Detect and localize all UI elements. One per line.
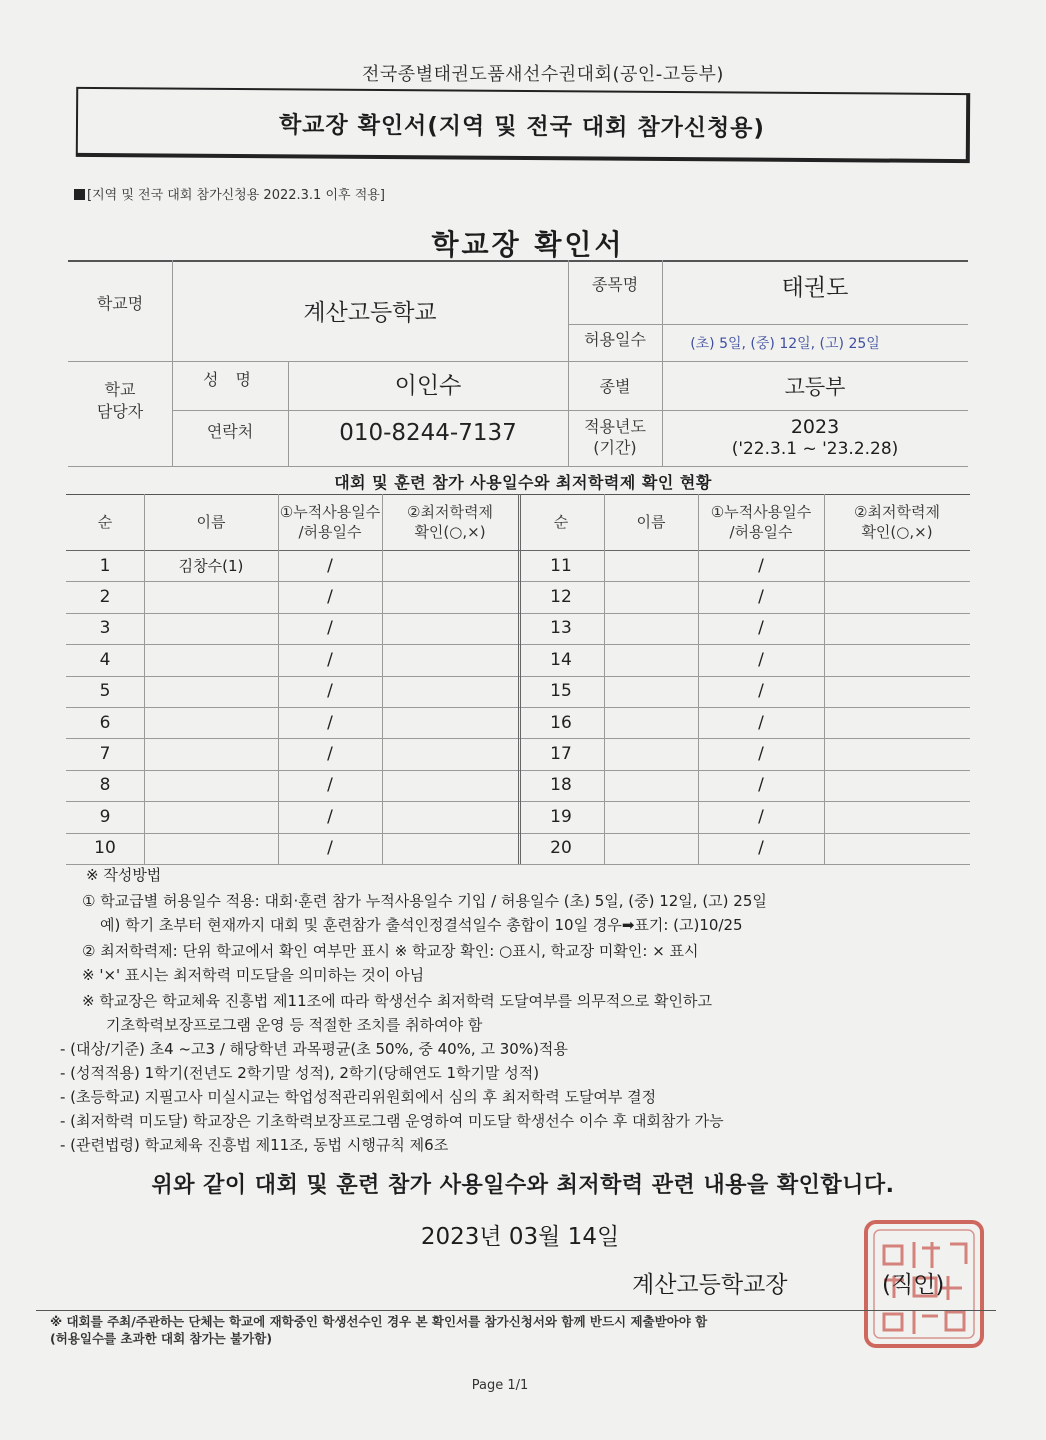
table-cell-name	[604, 676, 698, 707]
division-value: 고등부	[784, 374, 846, 399]
header-no: 순	[553, 512, 569, 531]
instruction-line: - (관련법령) 학교체육 진흥법 제11조, 동법 시행규칙 제6조	[60, 1136, 449, 1154]
allowed-days-value: (초) 5일, (중) 12일, (고) 25일	[690, 335, 880, 352]
principal-title: 계산고등학교장	[632, 1272, 788, 1298]
name-value: 이인수	[394, 373, 462, 399]
table-cell-days: /	[327, 618, 333, 639]
table-cell-no: 6	[99, 712, 111, 733]
header-check: ②최저학력제 확인(○,×)	[854, 502, 940, 541]
table-cell-no: 18	[550, 775, 572, 796]
footer-divider	[36, 1310, 996, 1311]
table-cell-check	[824, 833, 970, 864]
applicability-note	[74, 184, 385, 203]
table-cell-name	[604, 707, 698, 738]
division-label: 종별	[599, 377, 631, 396]
info-table	[68, 260, 968, 468]
table-cell-check	[824, 770, 970, 801]
table-cell-days: /	[758, 587, 764, 608]
applicability-note-text: [지역 및 전국 대회 참가신청용 2022.3.1 이후 적용]	[87, 188, 385, 203]
table-cell-check	[382, 550, 518, 581]
instruction-line: ※ 작성방법	[86, 866, 162, 884]
seal-label: (직인)	[882, 1272, 945, 1298]
header-days: ①누적사용일수 /허용일수	[279, 502, 381, 541]
document-title: 학교장 확인서	[431, 228, 625, 261]
table-cell-check	[382, 707, 518, 738]
table-cell-check	[382, 613, 518, 644]
year-label: 적용년도 (기간)	[584, 417, 646, 457]
table-cell-days: /	[758, 838, 764, 859]
header-check: ②최저학력제 확인(○,×)	[407, 502, 493, 541]
table-cell-name	[604, 801, 698, 832]
table-cell-check	[824, 550, 970, 581]
table-cell-days: /	[327, 775, 333, 796]
table-cell-days: /	[327, 838, 333, 859]
table-cell-check	[824, 738, 970, 769]
table-cell-days: /	[758, 712, 764, 733]
footer-line-2: (허용일수를 초과한 대회 참가는 불가함)	[50, 1330, 273, 1346]
school-label: 학교명	[96, 293, 144, 313]
school-value: 계산고등학교	[303, 300, 437, 326]
confirmation-statement: 위와 같이 대회 및 훈련 참가 사용일수와 최저학력 관련 내용을 확인합니다.	[151, 1173, 895, 1198]
table-cell-days: /	[758, 744, 764, 765]
table-cell-check	[824, 644, 970, 675]
participant-table	[66, 494, 970, 864]
competition-title: 전국종별태권도품새선수권대회(공인-고등부)	[362, 64, 724, 85]
header-days: ①누적사용일수 /허용일수	[710, 502, 812, 541]
table-cell-check	[382, 676, 518, 707]
instruction-line: - (성적적용) 1학기(전년도 2학기말 성적), 2학기(당해연도 1학기말 성적)	[60, 1064, 540, 1082]
table-cell-name	[144, 644, 278, 675]
table-cell-days: /	[758, 806, 764, 827]
manager-label: 학교 담당자	[96, 380, 144, 421]
table-cell-no: 8	[99, 775, 111, 796]
table-cell-check	[382, 801, 518, 832]
table-cell-days: /	[758, 775, 764, 796]
table-cell-name	[144, 738, 278, 769]
table-cell-check	[824, 676, 970, 707]
table-cell-name	[144, 770, 278, 801]
table-cell-name	[144, 801, 278, 832]
page-number: Page 1/1	[471, 1378, 529, 1393]
table-cell-check	[382, 581, 518, 612]
table-cell-days: /	[327, 649, 333, 670]
instruction-line: ※ 학교장은 학교체육 진흥법 제11조에 따라 학생선수 최저학력 도달여부를 의무적으로 확인하고	[82, 992, 712, 1010]
table-cell-days: /	[327, 555, 333, 576]
table-cell-check	[824, 613, 970, 644]
table-cell-days: /	[327, 712, 333, 733]
instruction-line: - (최저학력 미도달) 학교장은 기초학력보장프로그램 운영하여 미도달 학생선수 이수 후 대회참가 가능	[60, 1112, 724, 1130]
header-name: 이름	[196, 512, 226, 531]
year-cell	[662, 410, 968, 466]
table-cell-name	[144, 707, 278, 738]
table-cell-no: 1	[99, 555, 111, 576]
table-cell-no: 13	[550, 618, 572, 639]
allowed-days-label: 허용일수	[584, 330, 646, 349]
table-cell-no: 9	[99, 806, 111, 827]
table-cell-name: 김창수(1)	[178, 557, 244, 576]
table-cell-check	[824, 801, 970, 832]
table-cell-days: /	[327, 587, 333, 608]
table-cell-no: 16	[550, 712, 572, 733]
footer-note	[50, 1314, 707, 1348]
table-cell-days: /	[758, 681, 764, 702]
section-title: 대회 및 훈련 참가 사용일수와 최저학력제 확인 현황	[334, 473, 712, 492]
table-cell-no: 12	[550, 587, 572, 608]
instruction-line: ② 최저학력제: 단위 학교에서 확인 여부만 표시 ※ 학교장 확인: ○표시, 학교장 미확인: × 표시	[82, 942, 699, 960]
table-cell-no: 11	[550, 555, 572, 576]
table-cell-no: 7	[99, 744, 111, 765]
instruction-line: ① 학교급별 허용일수 적용: 대회·훈련 참가 누적사용일수 기입 / 허용일수 (초) 5일, (중) 12일, (고) 25일	[82, 892, 767, 910]
table-cell-name	[604, 770, 698, 801]
instruction-line: 예) 학기 초부터 현재까지 대회 및 훈련참가 출석인정결석일수 총합이 10일 경우➡표기: (고)10/25	[100, 916, 743, 934]
form-title-box	[76, 87, 970, 163]
header-name: 이름	[636, 512, 666, 531]
table-cell-name	[604, 550, 698, 581]
table-cell-name	[144, 676, 278, 707]
signature-date: 2023년 03월 14일	[420, 1224, 620, 1250]
table-cell-check	[382, 770, 518, 801]
table-cell-no: 20	[550, 838, 572, 859]
table-cell-days: /	[758, 649, 764, 670]
table-cell-name	[604, 644, 698, 675]
event-value: 태권도	[781, 274, 849, 301]
table-cell-name	[144, 613, 278, 644]
year-value: 2023	[790, 415, 840, 438]
table-cell-check	[382, 833, 518, 864]
table-cell-name	[144, 833, 278, 864]
table-cell-name	[604, 833, 698, 864]
period-value: ('22.3.1 ~ '23.2.28)	[731, 439, 899, 460]
contact-label: 연락처	[206, 421, 254, 441]
instruction-line: 기초학력보장프로그램 운영 등 적절한 조치를 취하여야 함	[106, 1016, 483, 1034]
table-cell-name	[144, 581, 278, 612]
square-bullet-icon	[74, 189, 85, 200]
table-cell-check	[824, 707, 970, 738]
table-cell-no: 14	[550, 649, 572, 670]
table-cell-no: 4	[99, 649, 111, 670]
grid-line	[66, 864, 970, 865]
table-cell-days: /	[327, 681, 333, 702]
table-cell-days: /	[758, 555, 764, 576]
header-no: 순	[97, 512, 113, 531]
instruction-line: - (대상/기준) 초4 ~고3 / 해당학년 과목평균(초 50%, 중 40%, 고 30%)적용	[60, 1040, 568, 1058]
event-label: 종목명	[591, 274, 639, 294]
table-cell-name	[604, 613, 698, 644]
table-cell-days: /	[758, 618, 764, 639]
table-cell-check	[382, 738, 518, 769]
table-cell-no: 2	[99, 587, 111, 608]
table-cell-check	[382, 644, 518, 675]
footer-line-1: ※ 대회를 주최/주관하는 단체는 학교에 재학중인 학생선수인 경우 본 확인서를 참가신청서와 함께 반드시 제출받아야 함	[50, 1314, 708, 1329]
table-cell-name	[604, 581, 698, 612]
table-cell-no: 10	[94, 838, 116, 859]
table-cell-days: /	[327, 744, 333, 765]
instruction-line: ※ '×' 표시는 최저학력 미도달을 의미하는 것이 아님	[82, 966, 425, 984]
table-cell-no: 17	[550, 744, 572, 765]
table-cell-days: /	[327, 806, 333, 827]
table-cell-check	[824, 581, 970, 612]
name-label: 성 명	[203, 369, 257, 389]
table-cell-no: 5	[99, 681, 111, 702]
form-title: 학교장 확인서(지역 및 전국 대회 참가신청용)	[278, 111, 766, 142]
table-cell-no: 15	[550, 681, 572, 702]
table-cell-no: 19	[550, 806, 572, 827]
table-cell-name	[604, 738, 698, 769]
instruction-line: - (초등학교) 지필고사 미실시교는 학업성적관리위원회에서 심의 후 최저학력 도달여부 결정	[60, 1088, 657, 1106]
contact-value: 010-8244-7137	[339, 420, 517, 446]
table-cell-no: 3	[99, 618, 111, 639]
